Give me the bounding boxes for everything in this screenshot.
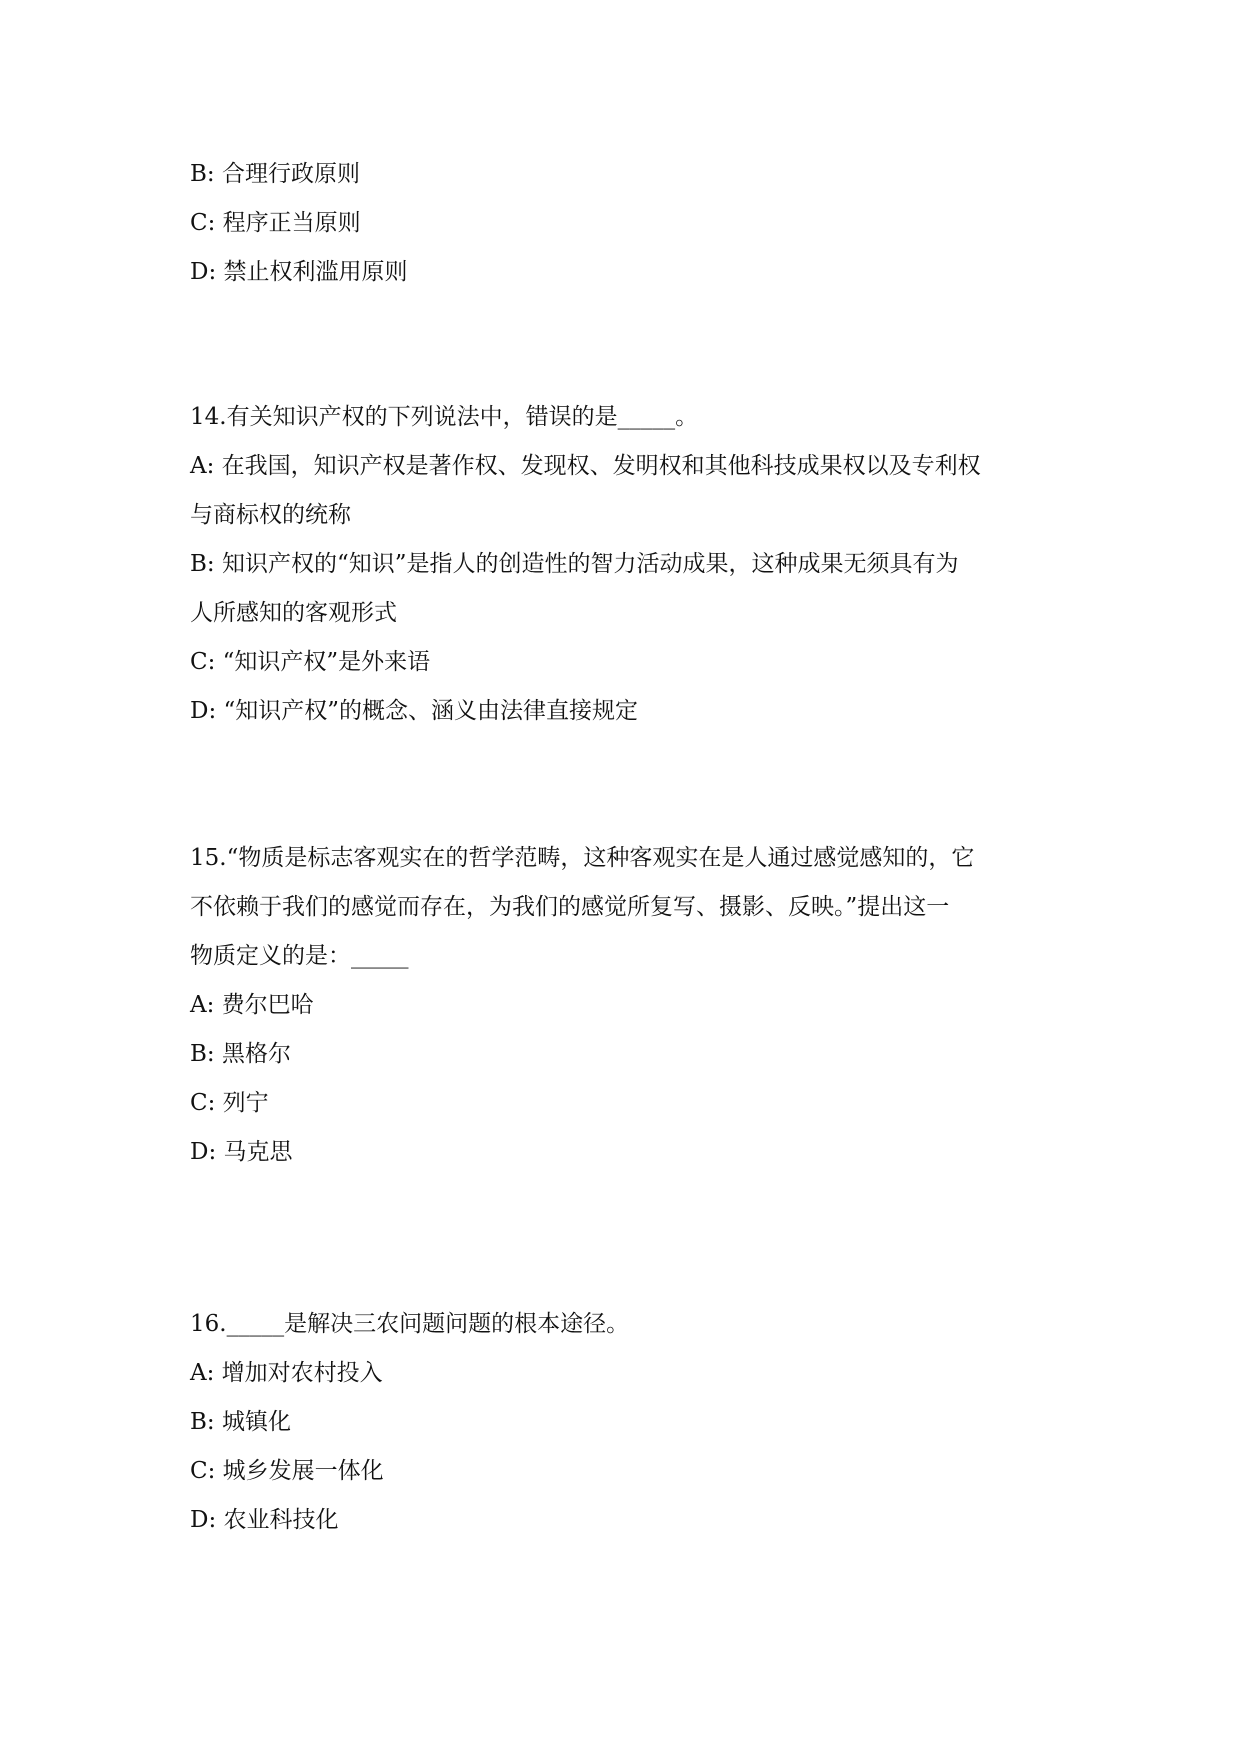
question-14 (190, 393, 1065, 736)
option-d: D: 禁止权利滥用原则 (190, 259, 408, 285)
option-d: D: 马克思 (190, 1139, 293, 1165)
question-stem-line-2: 不依赖于我们的感觉而存在，为我们的感觉所复写、摄影、反映。”提出这一 (190, 894, 950, 920)
option-d: D: “知识产权”的概念、涵义由法律直接规定 (190, 698, 639, 724)
option-a: A: 费尔巴哈 (190, 992, 314, 1018)
option-b: B: 城镇化 (190, 1409, 291, 1435)
question-stem: 16._____是解决三农问题问题的根本途径。 (190, 1311, 630, 1337)
option-a: A: 增加对农村投入 (190, 1360, 383, 1386)
question-16 (190, 1300, 1065, 1545)
question-stem: 14.有关知识产权的下列说法中，错误的是_____。 (190, 404, 699, 430)
option-b: B: 黑格尔 (190, 1041, 291, 1067)
option-d: D: 农业科技化 (190, 1507, 339, 1533)
option-b-line-2: 人所感知的客观形式 (190, 600, 397, 626)
option-a-line-1: A: 在我国，知识产权是著作权、发现权、发明权和其他科技成果权以及专利权 (190, 453, 981, 479)
question-15 (190, 834, 1065, 1177)
question-13-options (190, 150, 1065, 297)
option-c: C: 程序正当原则 (190, 210, 361, 236)
option-c: C: 城乡发展一体化 (190, 1458, 384, 1484)
question-stem-line-1: 15.“物质是标志客观实在的哲学范畴，这种客观实在是人通过感觉感知的，它 (190, 845, 975, 871)
option-b: B: 合理行政原则 (190, 161, 360, 187)
option-c: C: “知识产权”是外来语 (190, 649, 431, 675)
option-b-line-1: B: 知识产权的“知识”是指人的创造性的智力活动成果，这种成果无须具有为 (190, 551, 959, 577)
option-a-line-2: 与商标权的统称 (190, 502, 351, 528)
question-stem-line-3: 物质定义的是：_____ (190, 943, 409, 969)
option-c: C: 列宁 (190, 1090, 269, 1116)
